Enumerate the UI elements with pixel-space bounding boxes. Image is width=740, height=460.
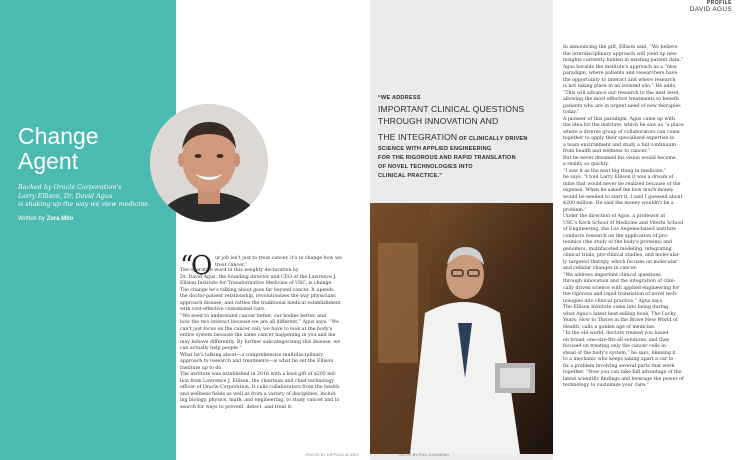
pull-line: “WE ADDRESS <box>378 95 421 101</box>
body-line: where a diverse group of collaborators can come <box>563 129 680 135</box>
body-line: But he never dreamed his vision would become <box>563 155 676 161</box>
body-line: a team environment and study a full continuum <box>563 142 676 148</box>
body-line: from health and wellness to cancer.” <box>563 149 651 154</box>
body-line: allowing the most effective treatments to benefit <box>563 97 680 102</box>
pull-quote <box>378 94 553 181</box>
body-line: The institute was established in 2016 with a lead gift of $200 mil- <box>180 372 337 377</box>
body-line: the interdisciplinary approach will yield up new <box>563 51 677 57</box>
title-line-2: Agent <box>18 148 79 174</box>
body-line: ing biology, physics, math, and engineering, to study cancer and to <box>180 398 340 403</box>
body-line: insights currently hidden in existing patient data.” <box>563 58 684 63</box>
body-line: officer of Oracle Corporation. It calls collaborators from the health <box>180 385 340 390</box>
body-line: “We need to understand cancer better, our bodies better, and <box>180 313 327 319</box>
portrait-illustration <box>150 104 268 222</box>
body-line: the opportunity to interact and where research <box>563 77 676 83</box>
body-line: Agus heralds the institute's approach as a “new <box>563 64 677 70</box>
section-header <box>690 0 732 13</box>
body-line: paradigm, where patients and researchers have <box>563 71 678 76</box>
body-line: together. “Now you can take full advantage of the <box>563 370 682 375</box>
body-line: focused on treating only the cancer cells in- <box>563 344 668 349</box>
body-line: genomics, multifaceted modeling, integrating <box>563 246 672 252</box>
body-line: treat cancer.” <box>215 262 248 268</box>
body-line: approach to research and treatments—is what he set the Ellison <box>180 359 334 364</box>
body-line: a reality so quickly. <box>563 162 609 167</box>
portrait-photo <box>150 104 268 222</box>
body-line: Institute up to do. <box>180 365 223 371</box>
pull-line: IMPORTANT CLINICAL QUESTIONS <box>378 104 525 114</box>
body-line: Dr. David Agus, the founding director and CEO of the Lawrence J. <box>180 274 337 280</box>
body-line: The Ellison Institute came into being during <box>563 305 669 310</box>
photo-credit-portrait: PHOTO BY DIPPOLD ALIOSY <box>306 453 360 457</box>
title-line-1: Change <box>18 123 99 149</box>
body-line: Under the direction of Agus, a professor at <box>563 214 666 219</box>
article-dek <box>18 183 158 209</box>
body-line: ly targeted therapy, which focuses on molecular <box>563 259 678 265</box>
body-line: USC's Keck School of Medicine and Viterbi School <box>563 220 684 226</box>
body-line: “This will advance our research to the next level, <box>563 90 680 96</box>
body-line: stead of the body's system,” he says, likening it <box>563 350 676 356</box>
body-line: entire system because the same cancer happening in you and me <box>180 333 336 338</box>
body-line: the doctor-patient relationship, revolutionizes the way physicians <box>180 294 336 299</box>
body-line: Ellison Institute for Transformative Medicine of USC, is change. <box>180 281 333 286</box>
body-line: through innovation and the integration of clini- <box>563 279 676 284</box>
pull-span-small: OF CLINICALLY DRIVEN <box>457 136 528 142</box>
body-line: and cellular changes in cancer. <box>563 266 637 271</box>
body-line: of Engineering, the Los Angeles-based institute <box>563 227 677 232</box>
body-line: clinical trials, pre-clinical studies, and molecular- <box>563 253 681 258</box>
body-line: today.” <box>563 110 580 115</box>
body-line: on broad, one-size-fits-all solutions, and they <box>563 337 670 343</box>
body-line: may behave differently. By further subcategorizing this disease, we <box>180 339 341 345</box>
body-line: technology to customize your care.” <box>563 383 649 388</box>
body-line: In announcing the gift, Ellison said, “We believe <box>563 45 678 50</box>
body-line: how the two interact because we are all different,” Agus says. “We <box>180 320 339 325</box>
middle-body-column <box>180 268 370 411</box>
body-line: can't just focus on the cancer cell; we have to look at the body's <box>180 326 333 332</box>
body-line: the idea for the institute, which he saw as “a place <box>563 123 684 128</box>
body-line: Health, calls a golden age of medicine. <box>563 324 656 330</box>
title-panel <box>0 0 176 460</box>
lab-photo-illustration <box>370 203 553 454</box>
body-line: ur job isn't just to treat cancer, it's to change how we <box>215 256 342 261</box>
body-line: A pioneer of this paradigm, Agus came up with <box>563 116 675 122</box>
photo-credit-lab: PHOTO BY PHIL CHANNING <box>398 453 450 457</box>
pull-line: SCIENCE WITH APPLIED ENGINEERING <box>378 146 492 152</box>
body-line: the rigorous and rapid translation of novel tech- <box>563 292 678 297</box>
body-line: would be needed to start it, I said I guessed about <box>563 194 683 200</box>
body-line: nologies into clinical practice,” Agus says. <box>563 298 664 304</box>
dek-line: Backed by Oracle Corporation's <box>18 183 122 191</box>
body-line: $200 million. He said the money wouldn't be a <box>563 201 674 206</box>
dek-line: is shaking up the way we view medicine. <box>18 200 151 209</box>
byline <box>18 216 73 222</box>
body-line: teomics (the study of the body's proteins) and <box>563 240 673 245</box>
pull-span-big: THE INTEGRATION <box>378 132 458 142</box>
body-line: he says. “I told Larry Ellison it was a dream of <box>563 175 674 180</box>
section-label: PROFILE <box>706 0 732 6</box>
body-line: “In the old world, doctors treated you based <box>563 331 669 336</box>
body-line: fix a problem involving several parts that work <box>563 363 675 369</box>
dek-line: Larry Ellison, Dr. David Agus <box>18 191 113 200</box>
body-line: mine that would never be realized because of the <box>563 181 681 187</box>
body-line: patients who are in urgent need of new therapies <box>563 103 681 109</box>
body-line: “I saw it as the next big thing in medicine,” <box>563 168 667 174</box>
body-line: “We address important clinical questions <box>563 272 661 278</box>
body-line: What he's talking about—a comprehensive multidisciplinary <box>180 352 324 358</box>
body-line: approach disease, and rattles the traditional medical establishment <box>180 300 341 306</box>
body-line: can actually help people.” <box>180 346 242 351</box>
drop-quote-mark: “ <box>180 251 194 281</box>
body-line: problem.” <box>563 207 587 213</box>
body-line: latest scientific findings and leverage the power of <box>563 376 684 382</box>
body-line: The operative word in this weighty declaration by <box>180 268 299 273</box>
pull-line: CLINICAL PRACTICE.” <box>378 173 443 179</box>
pull-line-mixed <box>378 127 553 145</box>
body-line: Years: How to Thrive in the Brave New World of <box>563 318 678 323</box>
body-line: what Agus's latest best-selling book, The Lucky <box>563 311 676 317</box>
body-line: search for ways to prevent, detect, and treat it. <box>180 404 293 410</box>
byline-author: Zora Milo <box>46 216 74 222</box>
body-line: is not taking place in an isolated silo.” He adds, <box>563 84 677 89</box>
body-line: The change he's talking about goes far beyond cancer. It upends <box>180 287 334 293</box>
body-line: expense. When he asked me how much money <box>563 188 674 193</box>
body-line: together to apply their specialized expertise in <box>563 136 675 141</box>
lab-photo <box>370 203 553 454</box>
pull-line: THROUGH INNOVATION AND <box>378 116 499 126</box>
body-line: conducts research on the application of pro- <box>563 233 669 239</box>
body-line: and wellness fields as well as from a variety of disciplines, includ- <box>180 391 337 397</box>
pull-line: OF NOVEL TECHNOLOGIES INTO <box>378 164 473 170</box>
body-line: to a mechanic who keeps taking apart a car to <box>563 357 674 362</box>
body-line: lion from Lawrence J. Ellison, the chairman and chief technology <box>180 378 335 384</box>
pull-line: FOR THE RIGOROUS AND RAPID TRANSLATION <box>378 155 516 161</box>
body-line: cally driven science with applied engineering for <box>563 285 680 291</box>
drop-cap: O <box>191 251 213 281</box>
right-body-column <box>563 45 735 390</box>
section-subject: DAVID AGUS <box>689 6 732 13</box>
byline-prefix: Written by <box>18 216 45 222</box>
body-line: with cost-effective customized care. <box>180 307 266 312</box>
